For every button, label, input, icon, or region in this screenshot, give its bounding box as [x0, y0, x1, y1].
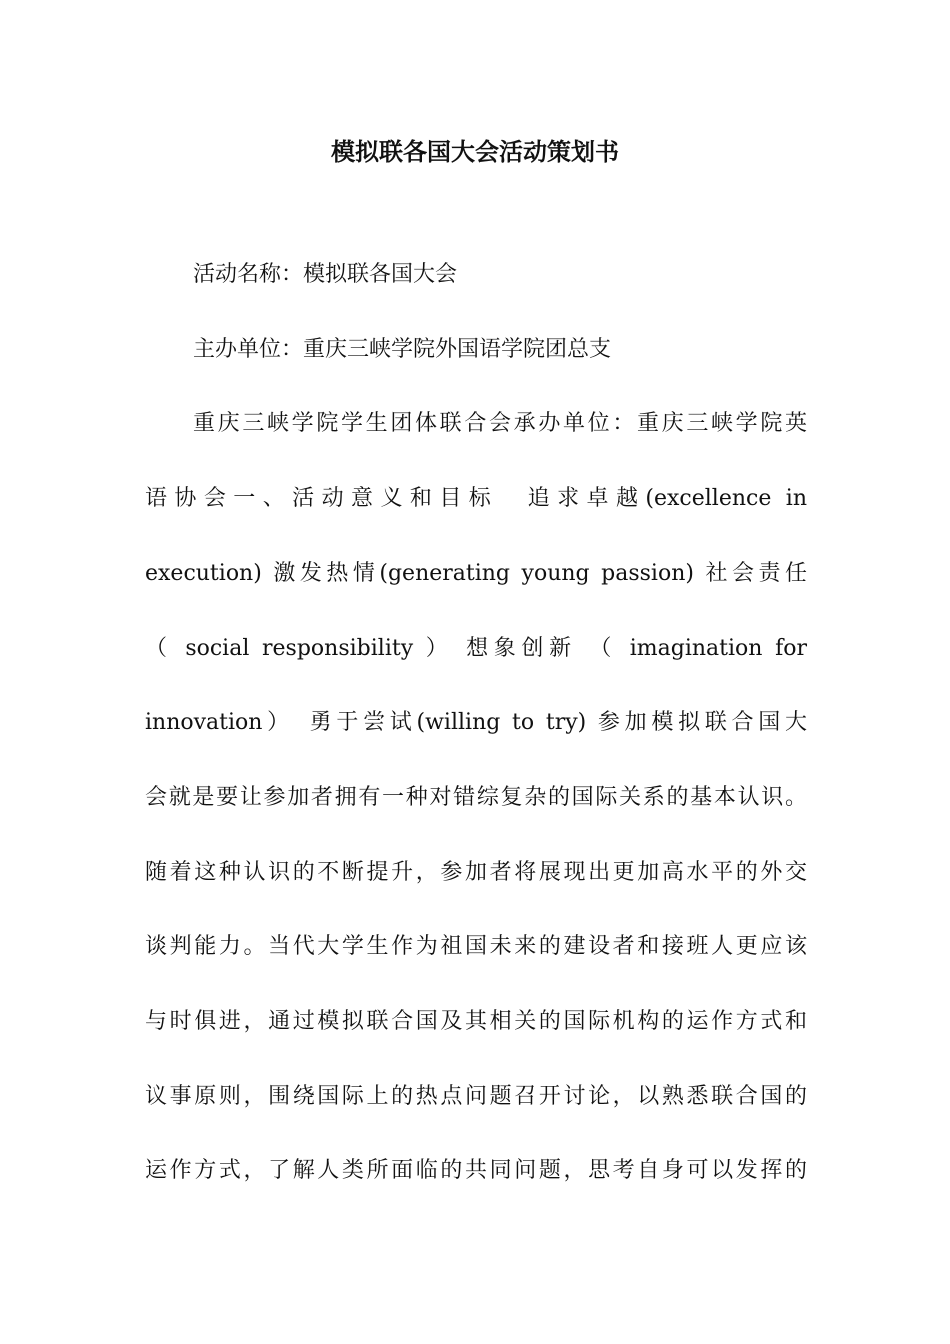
body-text-line: 与时俱进，通过模拟联合国及其相关的国际机构的运作方式和 — [145, 1009, 807, 1034]
body-text-line: 议事原则，围绕国际上的热点问题召开讨论，以熟悉联合国的 — [145, 1084, 807, 1109]
body-text-line: execution) 激发热情(generating young passion) 社会责任 — [145, 561, 807, 586]
body-text-line: 重庆三峡学院学生团体联合会承办单位：重庆三峡学院英 — [193, 411, 807, 436]
activity-name-line: 活动名称：模拟联各国大会 — [193, 262, 458, 287]
body-text-line: 谈判能力。当代大学生作为祖国未来的建设者和接班人更应该 — [145, 934, 807, 959]
body-text-line: innovation） 勇于尝试(willing to try) 参加模拟联合国大 — [145, 710, 807, 735]
body-text-line: （ social responsibility ） 想象创新 （ imagination for — [145, 636, 807, 661]
body-text-line: 会就是要让参加者拥有一种对错综复杂的国际关系的基本认识。 — [145, 785, 807, 810]
body-text-line: 语协会一、活动意义和目标 追求卓越(excellence in — [145, 486, 807, 511]
body-text-line: 随着这种认识的不断提升，参加者将展现出更加高水平的外交 — [145, 860, 807, 885]
organizer-line: 主办单位：重庆三峡学院外国语学院团总支 — [193, 337, 612, 362]
document-title: 模拟联各国大会活动策划书 — [331, 137, 619, 166]
body-text-line: 运作方式，了解人类所面临的共同问题，思考自身可以发挥的 — [145, 1158, 807, 1183]
